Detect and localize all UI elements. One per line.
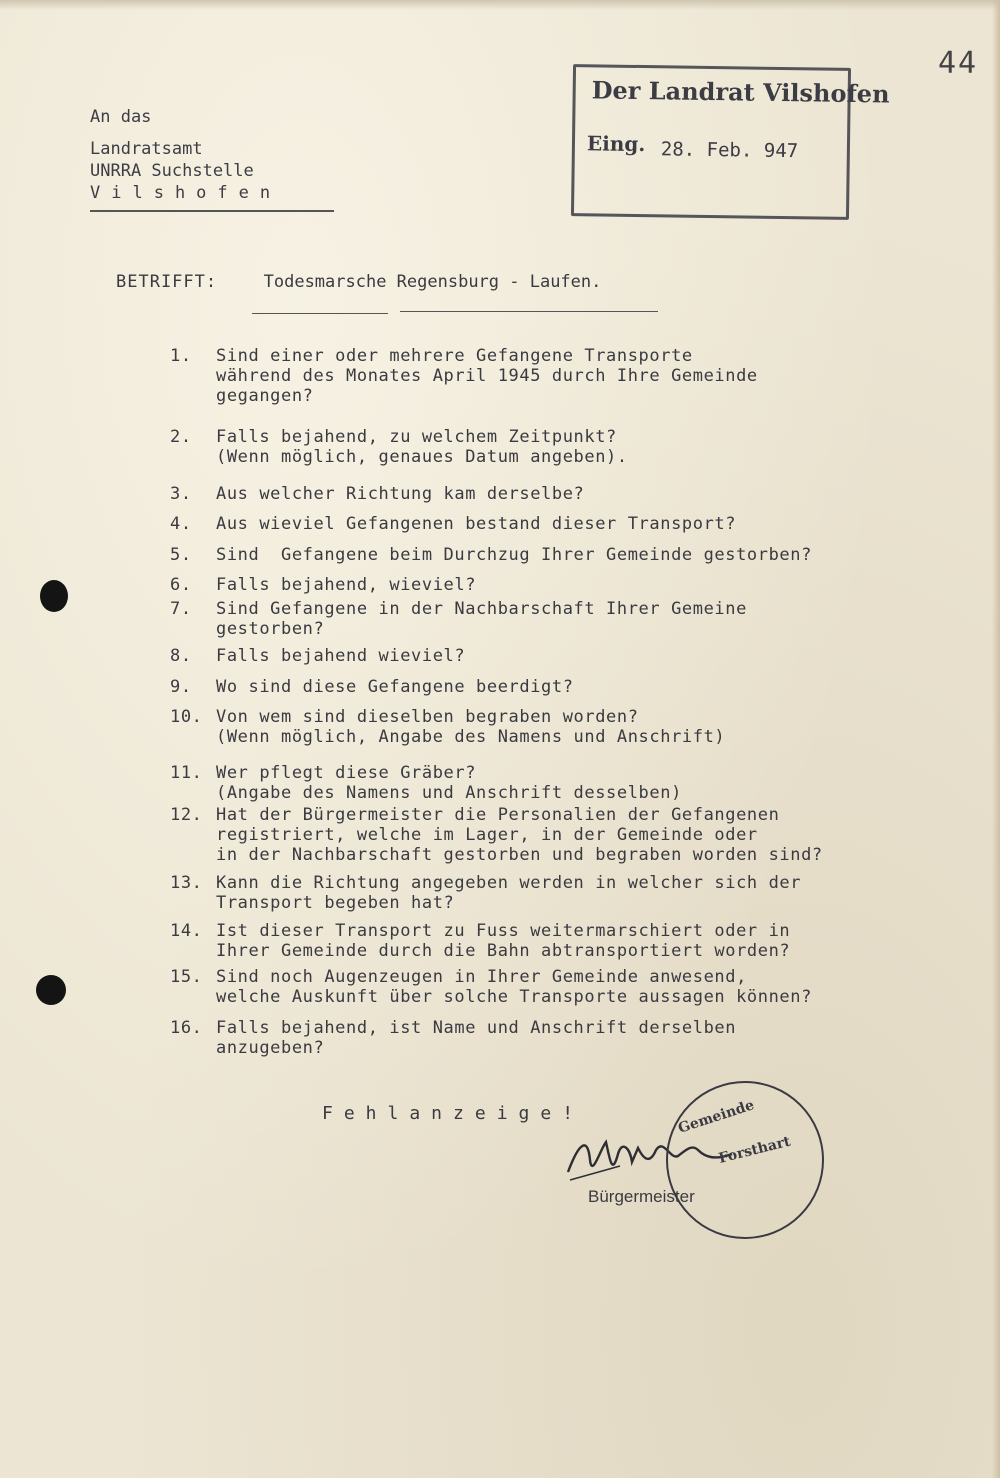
question-text bbox=[216, 427, 628, 467]
question-line: Ist dieser Transport zu Fuss weitermarschiert oder in bbox=[216, 921, 791, 941]
question-line: Wer pflegt diese Gräber? bbox=[216, 763, 477, 783]
question-item bbox=[170, 677, 574, 697]
question-line: registriert, welche im Lager, in der Gemeinde oder bbox=[216, 825, 758, 845]
question-item bbox=[170, 646, 465, 666]
question-line: Von wem sind dieselben begraben worden? bbox=[216, 707, 639, 727]
question-number: 13. bbox=[170, 873, 203, 893]
subject-underline-right bbox=[400, 311, 658, 312]
question-line: Aus welcher Richtung kam derselbe? bbox=[216, 484, 585, 504]
question-text bbox=[216, 484, 584, 504]
recipient-line-3: UNRRA Suchstelle bbox=[90, 161, 254, 181]
recipient-line-1: An das bbox=[90, 107, 152, 127]
question-item bbox=[170, 514, 736, 534]
question-line: Wo sind diese Gefangene beerdigt? bbox=[216, 677, 574, 697]
subject-underline-left bbox=[252, 313, 388, 314]
question-item bbox=[170, 346, 758, 406]
question-item bbox=[170, 575, 476, 595]
stamp-office: Der Landrat Vilshofen bbox=[591, 75, 890, 109]
question-item bbox=[170, 873, 801, 913]
question-number: 1. bbox=[170, 346, 192, 366]
svg-text:Forsthart: Forsthart bbox=[717, 1133, 793, 1167]
question-line: Falls bejahend, wieviel? bbox=[216, 575, 477, 595]
question-text bbox=[216, 921, 790, 961]
question-number: 8. bbox=[170, 646, 192, 666]
subject-text: Todesmarsche Regensburg - Laufen. bbox=[263, 272, 602, 292]
question-number: 14. bbox=[170, 921, 203, 941]
recipient-line-2: Landratsamt bbox=[90, 139, 203, 159]
question-line: Falls bejahend, ist Name und Anschrift derselben bbox=[216, 1018, 737, 1038]
question-number: 10. bbox=[170, 707, 203, 727]
question-line: Falls bejahend, zu welchem Zeitpunkt? bbox=[216, 427, 617, 447]
signature-title: Bürgermeister bbox=[588, 1187, 695, 1206]
subject-line bbox=[116, 272, 601, 292]
question-line: Ihrer Gemeinde durch die Bahn abtransportiert worden? bbox=[216, 941, 791, 961]
question-text bbox=[216, 805, 823, 865]
question-text bbox=[216, 346, 758, 406]
question-line: Aus wieviel Gefangenen bestand dieser Transport? bbox=[216, 514, 737, 534]
municipal-seal bbox=[660, 1075, 830, 1245]
question-text bbox=[216, 575, 476, 595]
question-line: Kann die Richtung angegeben werden in welcher sich der bbox=[216, 873, 802, 893]
question-line: Sind Gefangene in der Nachbarschaft Ihrer Gemeine bbox=[216, 599, 747, 619]
subject-label: BETRIFFT: bbox=[116, 272, 218, 292]
question-line: in der Nachbarschaft gestorben und begraben worden sind? bbox=[216, 845, 823, 865]
question-item bbox=[170, 599, 747, 639]
recipient-address bbox=[90, 106, 281, 204]
question-text bbox=[216, 677, 574, 697]
question-line: Transport begeben hat? bbox=[216, 893, 455, 913]
question-text bbox=[216, 707, 725, 747]
question-number: 15. bbox=[170, 967, 203, 987]
question-item bbox=[170, 805, 823, 865]
question-item bbox=[170, 427, 628, 467]
question-number: 16. bbox=[170, 1018, 203, 1038]
question-text bbox=[216, 599, 747, 639]
question-line: Sind noch Augenzeugen in Ihrer Gemeinde anwesend, bbox=[216, 967, 747, 987]
svg-text:Gemeinde: Gemeinde bbox=[676, 1097, 757, 1137]
page-number: 44 bbox=[938, 46, 979, 81]
question-line: Sind Gefangene beim Durchzug Ihrer Gemeinde gestorben? bbox=[216, 545, 812, 565]
answer-text: Fehlanzeige! bbox=[322, 1103, 585, 1124]
question-item bbox=[170, 1018, 736, 1058]
question-line: Hat der Bürgermeister die Personalien der Gefangenen bbox=[216, 805, 780, 825]
question-item bbox=[170, 967, 812, 1007]
question-text bbox=[216, 1018, 736, 1058]
stamp-received-label: Eing. bbox=[586, 131, 646, 157]
question-line: welche Auskunft über solche Transporte aussagen können? bbox=[216, 987, 812, 1007]
question-number: 4. bbox=[170, 514, 192, 534]
question-text bbox=[216, 967, 812, 1007]
question-line: (Wenn möglich, genaues Datum angeben). bbox=[216, 447, 628, 467]
question-item bbox=[170, 484, 584, 504]
question-text bbox=[216, 545, 812, 565]
punch-hole-upper bbox=[40, 580, 68, 612]
question-number: 7. bbox=[170, 599, 192, 619]
question-line: (Wenn möglich, Angabe des Namens und Anschrift) bbox=[216, 727, 726, 747]
question-line: anzugeben? bbox=[216, 1038, 325, 1058]
question-line: gegangen? bbox=[216, 386, 314, 406]
question-number: 11. bbox=[170, 763, 203, 783]
stamp-received-date: 28. Feb. 947 bbox=[660, 138, 799, 163]
question-number: 6. bbox=[170, 575, 192, 595]
question-number: 12. bbox=[170, 805, 203, 825]
punch-hole-lower bbox=[36, 975, 66, 1005]
paper-edge-top bbox=[0, 0, 1000, 10]
question-text bbox=[216, 763, 682, 803]
address-underline bbox=[90, 210, 334, 212]
question-item bbox=[170, 921, 790, 961]
recipient-line-4: Vilshofen bbox=[90, 183, 282, 203]
question-line: während des Monates April 1945 durch Ihre Gemeinde bbox=[216, 366, 758, 386]
question-text bbox=[216, 514, 736, 534]
question-text bbox=[216, 873, 801, 913]
question-number: 5. bbox=[170, 545, 192, 565]
question-number: 9. bbox=[170, 677, 192, 697]
question-number: 2. bbox=[170, 427, 192, 447]
question-line: Falls bejahend wieviel? bbox=[216, 646, 466, 666]
question-line: (Angabe des Namens und Anschrift desselben) bbox=[216, 783, 682, 803]
question-line: Sind einer oder mehrere Gefangene Transporte bbox=[216, 346, 693, 366]
paper-edge-right bbox=[992, 0, 1000, 1478]
question-number: 3. bbox=[170, 484, 192, 504]
question-item bbox=[170, 707, 725, 747]
question-item bbox=[170, 763, 682, 803]
question-text bbox=[216, 646, 465, 666]
received-stamp bbox=[571, 64, 890, 220]
question-item bbox=[170, 545, 812, 565]
question-line: gestorben? bbox=[216, 619, 325, 639]
